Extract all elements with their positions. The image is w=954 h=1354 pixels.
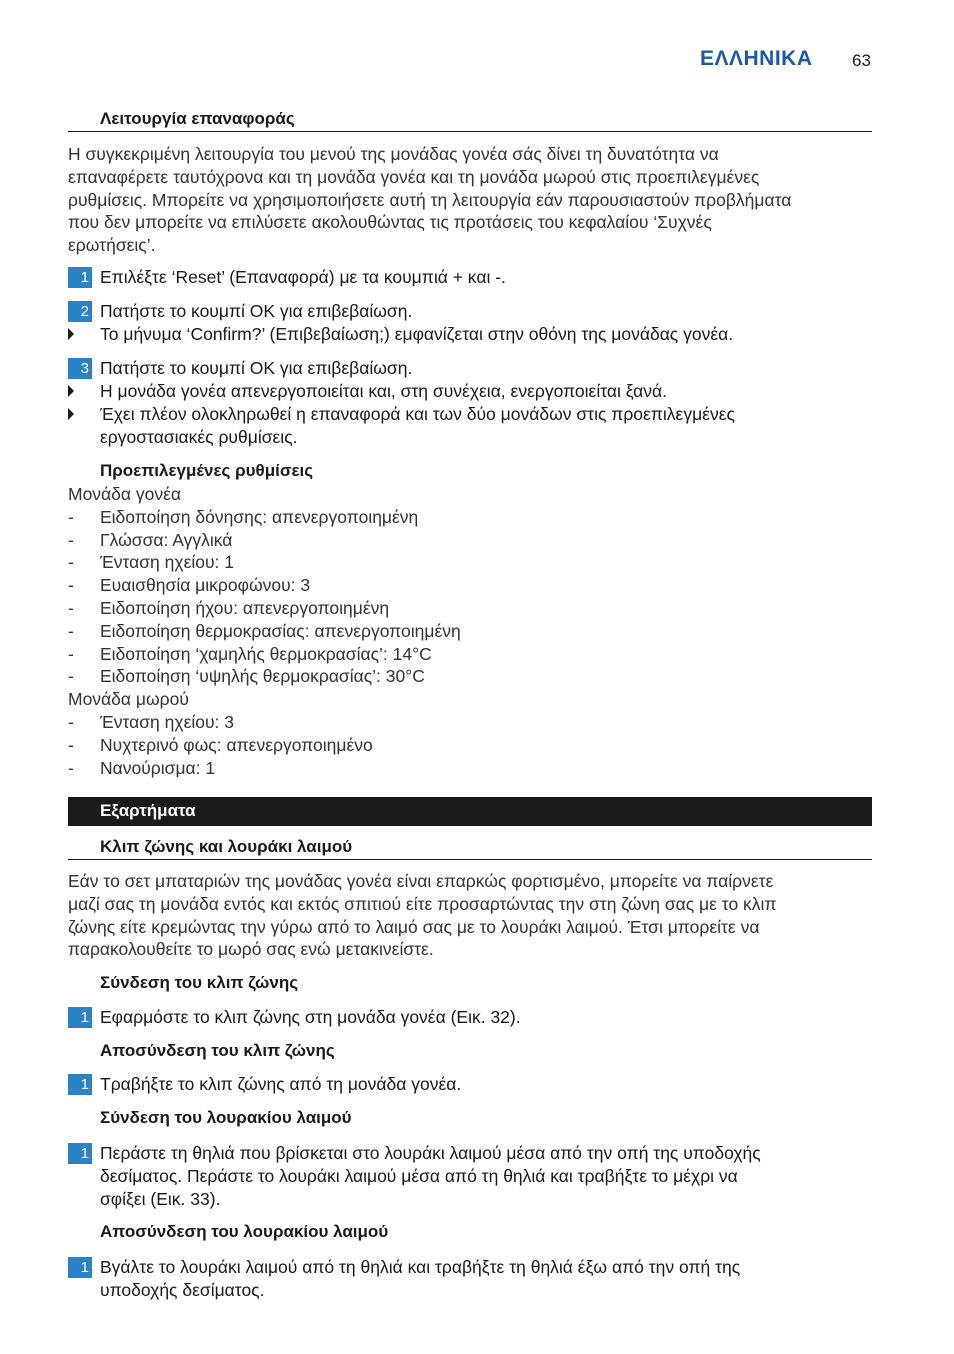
attach-cord-heading: Σύνδεση του λουρακίου λαιμού (100, 1108, 352, 1127)
step-number-badge: 1 (68, 267, 92, 288)
text-line: δεσίματος. Περάστε το λουράκι λαιμού μέσα από τη θηλιά και τραβήξτε το μέχρι να (100, 1165, 738, 1186)
clip-cord-heading: Κλιπ ζώνης και λουράκι λαιμού (100, 837, 353, 856)
step-number-badge: 3 (68, 358, 92, 379)
detach-cord-heading: Αποσύνδεση του λουρακίου λαιμού (100, 1222, 389, 1241)
defaults-heading: Προεπιλεγμένες ρυθμίσεις (100, 461, 314, 480)
text-line: εργοστασιακές ρυθμίσεις. (100, 426, 298, 447)
triangle-bullet-icon (68, 385, 74, 397)
text-line: παρακολουθείτε το μωρό σας ενώ μετακινείστε. (68, 939, 434, 960)
text-line: ερωτήσεις’. (68, 235, 156, 256)
text-line: ζώνης είτε κρεμώντας την γύρω από το λαιμό σας με το λουράκι λαιμού. Έτσι μπορείτε να (68, 916, 760, 937)
triangle-bullet-icon (68, 328, 74, 340)
text-line: Έχει πλέον ολοκληρωθεί η επαναφορά και των δύο μονάδων στις προεπιλεγμένες (100, 404, 735, 424)
result-text: Το μήνυμα ‘Confirm?’ (Επιβεβαίωση;) εμφανίζεται στην οθόνη της μονάδας γονέα. (100, 324, 734, 344)
step-text: Τραβήξτε το κλιπ ζώνης από τη μονάδα γονέα. (100, 1074, 462, 1094)
text-line: επαναφέρετε ταυτόχρονα και τη μονάδα γονέα και τη μονάδα μωρού στις προεπιλεγμένες (68, 166, 760, 187)
step-text: Επιλέξτε ‘Reset’ (Επαναφορά) με τα κουμπιά + και -. (100, 267, 506, 287)
result-text: Η μονάδα γονέα απενεργοποιείται και, στη συνέχεια, ενεργοποιείται ξανά. (100, 381, 667, 401)
text-line: Εάν το σετ μπαταριών της μονάδας γονέα είναι επαρκώς φορτισμένο, μπορείτε να παίρνετε (68, 871, 774, 891)
section-bar-accessories (68, 797, 872, 826)
text-line: μαζί σας τη μονάδα εντός και εκτός σπιτιού είτε προσαρτώντας την στη ζώνη σας με το κλιπ (68, 893, 777, 914)
step-number-badge: 1 (68, 1143, 92, 1164)
divider (68, 131, 872, 132)
result-text (100, 403, 872, 449)
section-title: Εξαρτήματα (100, 801, 196, 820)
text-line: σφίξει (Εικ. 33). (100, 1188, 221, 1209)
text-line: Βγάλτε το λουράκι λαιμού από τη θηλιά και τραβήξτε τη θηλιά έξω από την οπή της (100, 1257, 741, 1277)
attach-clip-heading: Σύνδεση του κλιπ ζώνης (100, 973, 299, 992)
text-line: υποδοχής δεσίματος. (100, 1279, 265, 1300)
step-text: Πατήστε το κουμπί OK για επιβεβαίωση. (100, 301, 413, 321)
parent-unit-label: Μονάδα γονέα (68, 484, 182, 504)
step-number-badge: 1 (68, 1257, 92, 1278)
text-line: Η συγκεκριμένη λειτουργία του μενού της μονάδας γονέα σάς δίνει τη δυνατότητα να (68, 144, 719, 164)
language-label: ΕΛΛΗΝΙΚΑ (700, 47, 813, 70)
detach-clip-heading: Αποσύνδεση του κλιπ ζώνης (100, 1041, 335, 1060)
divider (68, 859, 872, 860)
triangle-bullet-icon (68, 408, 74, 420)
clip-intro (68, 870, 868, 961)
step-text (100, 1256, 872, 1302)
text-line: Περάστε τη θηλιά που βρίσκεται στο λουράκι λαιμού μέσα από την οπή της υποδοχής (100, 1143, 761, 1163)
step-text: Πατήστε το κουμπί OK για επιβεβαίωση. (100, 358, 413, 378)
step-number-badge: 2 (68, 301, 92, 322)
text-line: ρυθμίσεις. Μπορείτε να χρησιμοποιήσετε αυτή τη λειτουργία εάν παρουσιαστούν προβλήματα (68, 189, 792, 210)
step-number-badge: 1 (68, 1074, 92, 1095)
text-line: που δεν μπορείτε να επιλύσετε ακολουθώντας τις προτάσεις του κεφαλαίου ‘Συχνές (68, 212, 712, 233)
reset-intro (68, 143, 868, 257)
page-number: 63 (852, 51, 871, 70)
step-text: Εφαρμόστε το κλιπ ζώνης στη μονάδα γονέα (Εικ. 32). (100, 1007, 521, 1027)
step-text (100, 1142, 872, 1210)
reset-heading: Λειτουργία επαναφοράς (100, 109, 295, 128)
step-number-badge: 1 (68, 1007, 92, 1028)
baby-unit-label: Μονάδα μωρού (68, 689, 189, 709)
